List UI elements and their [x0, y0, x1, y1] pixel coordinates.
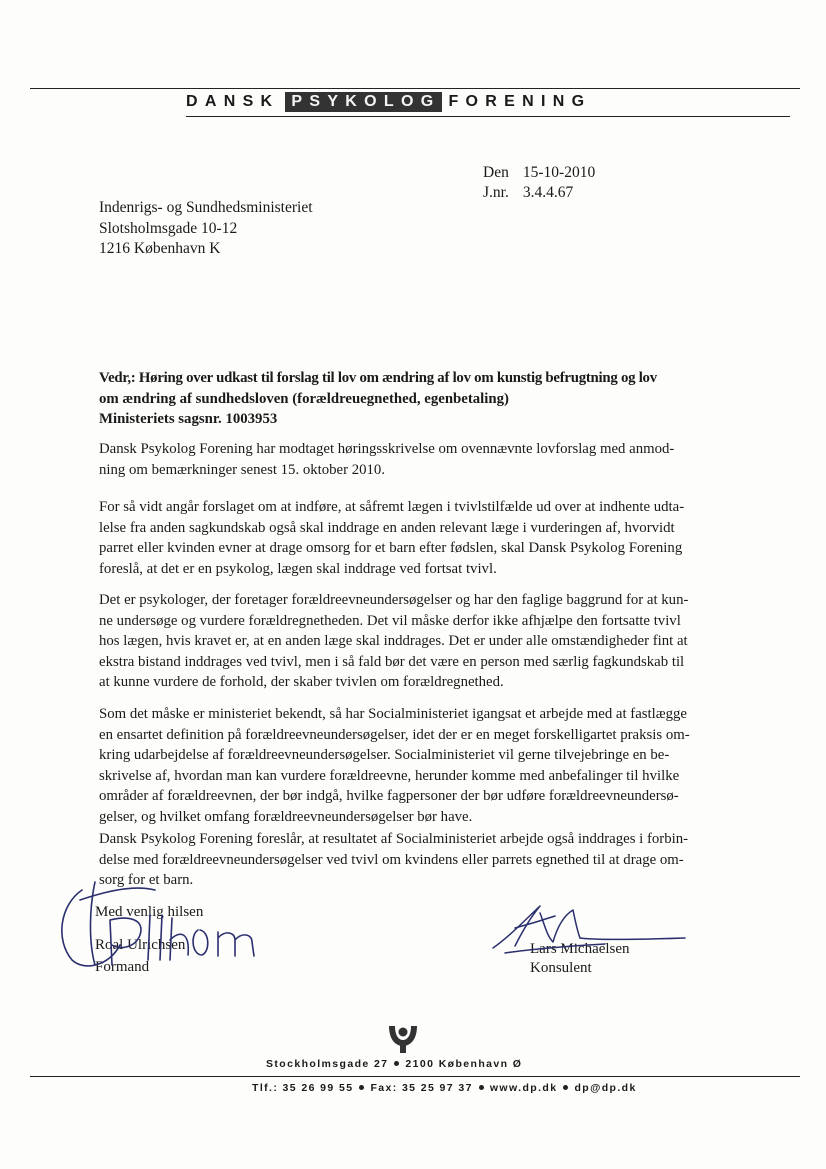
body-line: kring udarbejdelse af forældreevneundersøgelser. Socialministeriet vil gerne tilvejebringe en be-: [99, 747, 670, 764]
letterhead-part-dansk: DANSK: [186, 93, 280, 110]
body-line: områder af forældreevnen, der bør indgå, hvilke fagpersoner der bør udføre forældreevneundersø-: [99, 788, 679, 805]
body-line: sorg for et barn.: [99, 872, 194, 889]
footer-email-link[interactable]: dp@dp.dk: [574, 1082, 637, 1094]
date-block: [483, 163, 595, 203]
body-line: Som det måske er ministeriet bekendt, så har Socialministeriet igangsat et arbejde med at fastlægge: [99, 706, 688, 722]
footer-website-link[interactable]: www.dp.dk: [489, 1082, 558, 1094]
footer-street: Stockholmsgade 27: [266, 1058, 389, 1070]
subject-line: Ministeriets sagsnr. 1003953: [99, 411, 278, 428]
body-line: en ensartet definition på forældreevneundersøgelser, idet der er en meget forskelligartet praksis om-: [99, 726, 690, 743]
association-logo-icon: [383, 1024, 423, 1054]
signatory-1-title: Formand: [95, 959, 150, 975]
bullet-separator: [359, 1085, 364, 1090]
signatory-1-name: Roal Ulrichsen: [95, 937, 186, 953]
subject-heading: [99, 368, 729, 430]
recipient-address: [99, 198, 313, 260]
letterhead-bottom-rule: [186, 116, 790, 117]
recipient-line: Indenrigs- og Sundhedsministeriet: [99, 199, 313, 216]
footer-phone: Tlf.: 35 26 99 55: [252, 1082, 354, 1094]
bullet-separator: [394, 1061, 399, 1066]
body-line: ne undersøge og vurdere forældregnetheden. Det vil måske derfor ikke afhjælpe den fortsatte tvivl: [99, 612, 681, 629]
paragraph-1: [99, 439, 729, 480]
date-value: 15-10-2010: [522, 164, 596, 181]
body-line: Dansk Psykolog Forening foreslår, at resultatet af Socialministeriet arbejde også inddrages i forbin-: [99, 831, 689, 847]
journal-label: J.nr.: [483, 184, 509, 201]
footer-contacts: [252, 1082, 637, 1094]
paragraph-2: [99, 497, 729, 579]
bullet-separator: [563, 1085, 568, 1090]
journal-line: [483, 183, 595, 203]
bullet-separator: [479, 1085, 484, 1090]
footer-address: [266, 1058, 522, 1070]
date-line: [483, 163, 595, 183]
footer-rule: [30, 1076, 800, 1077]
body-line: hos lægen, hvis kravet er, at en anden læge skal inddrages. Det er under alle omstændigheder fint at: [99, 633, 688, 650]
recipient-line: Slotsholmsgade 10-12: [99, 219, 238, 237]
paragraph-5: [99, 829, 729, 891]
recipient-line: 1216 København K: [99, 240, 221, 257]
date-label: Den: [483, 164, 509, 181]
body-line: foreslå, at det er en psykolog, lægen skal inddrage ved fortsat tvivl.: [99, 560, 497, 577]
journal-value: 3.4.4.67: [522, 184, 574, 201]
paragraph-3: [99, 590, 729, 693]
closing-text: Med venlig hilsen: [95, 904, 204, 920]
body-line: lelse fra anden sagkundskab også skal inddrage en anden relevant læge i vurderingen af, hvorvidt: [99, 519, 675, 536]
footer-fax: Fax: 35 25 97 37: [370, 1082, 473, 1094]
body-line: ekstra bistand inddrages ved tvivl, men i så fald bør det være en person med særlig fagkundskab til: [99, 653, 685, 670]
signatory-2-title: Konsulent: [530, 960, 592, 976]
body-line: Det er psykologer, der foretager forældreevneundersøgelser og har den faglige baggrund for at kun-: [99, 592, 689, 608]
body-line: delse med forældreevneundersøgelser ved tvivl om kvindens eller parrets egnethed til at drage om-: [99, 851, 684, 868]
subject-line: Vedr,: Høring over udkast til forslag til lov om ændring af lov om kunstig befrugtning og lov: [99, 370, 657, 386]
letterhead-title: [186, 90, 591, 114]
body-line: at kunne vurdere de forhold, der skaber tvivlen om forældregnethed.: [99, 674, 504, 691]
subject-line: om ændring af sundhedsloven (forældreuegnethed, egenbetaling): [99, 390, 509, 407]
footer-city: 2100 København Ø: [405, 1058, 523, 1070]
letterhead-top-rule: [30, 88, 800, 89]
letterhead-part-forening: FORENING: [448, 93, 592, 110]
body-line: gelser, og hvilket omfang forældreevneundersøgelser bør have.: [99, 808, 473, 825]
body-line: For så vidt angår forslaget om at indføre, at såfremt lægen i tvivlstilfælde ud over at indhente udta-: [99, 499, 685, 515]
body-line: ning om bemærkninger senest 15. oktober 2010.: [99, 461, 386, 478]
body-line: Dansk Psykolog Forening har modtaget høringsskrivelse om ovennævnte lovforslag med anmod-: [99, 441, 675, 457]
body-line: parret eller kvinden evner at drage omsorg for et barn efter fødslen, skal Dansk Psykolog Forening: [99, 540, 683, 557]
body-line: skrivelse af, hvordan man kan vurdere forældreevne, herunder komme med anbefalinger til hvilke: [99, 767, 680, 784]
paragraph-4: [99, 704, 729, 828]
letterhead-part-psykolog: PSYKOLOG: [285, 92, 442, 112]
signatory-2-name: Lars Michaelsen: [530, 941, 630, 957]
